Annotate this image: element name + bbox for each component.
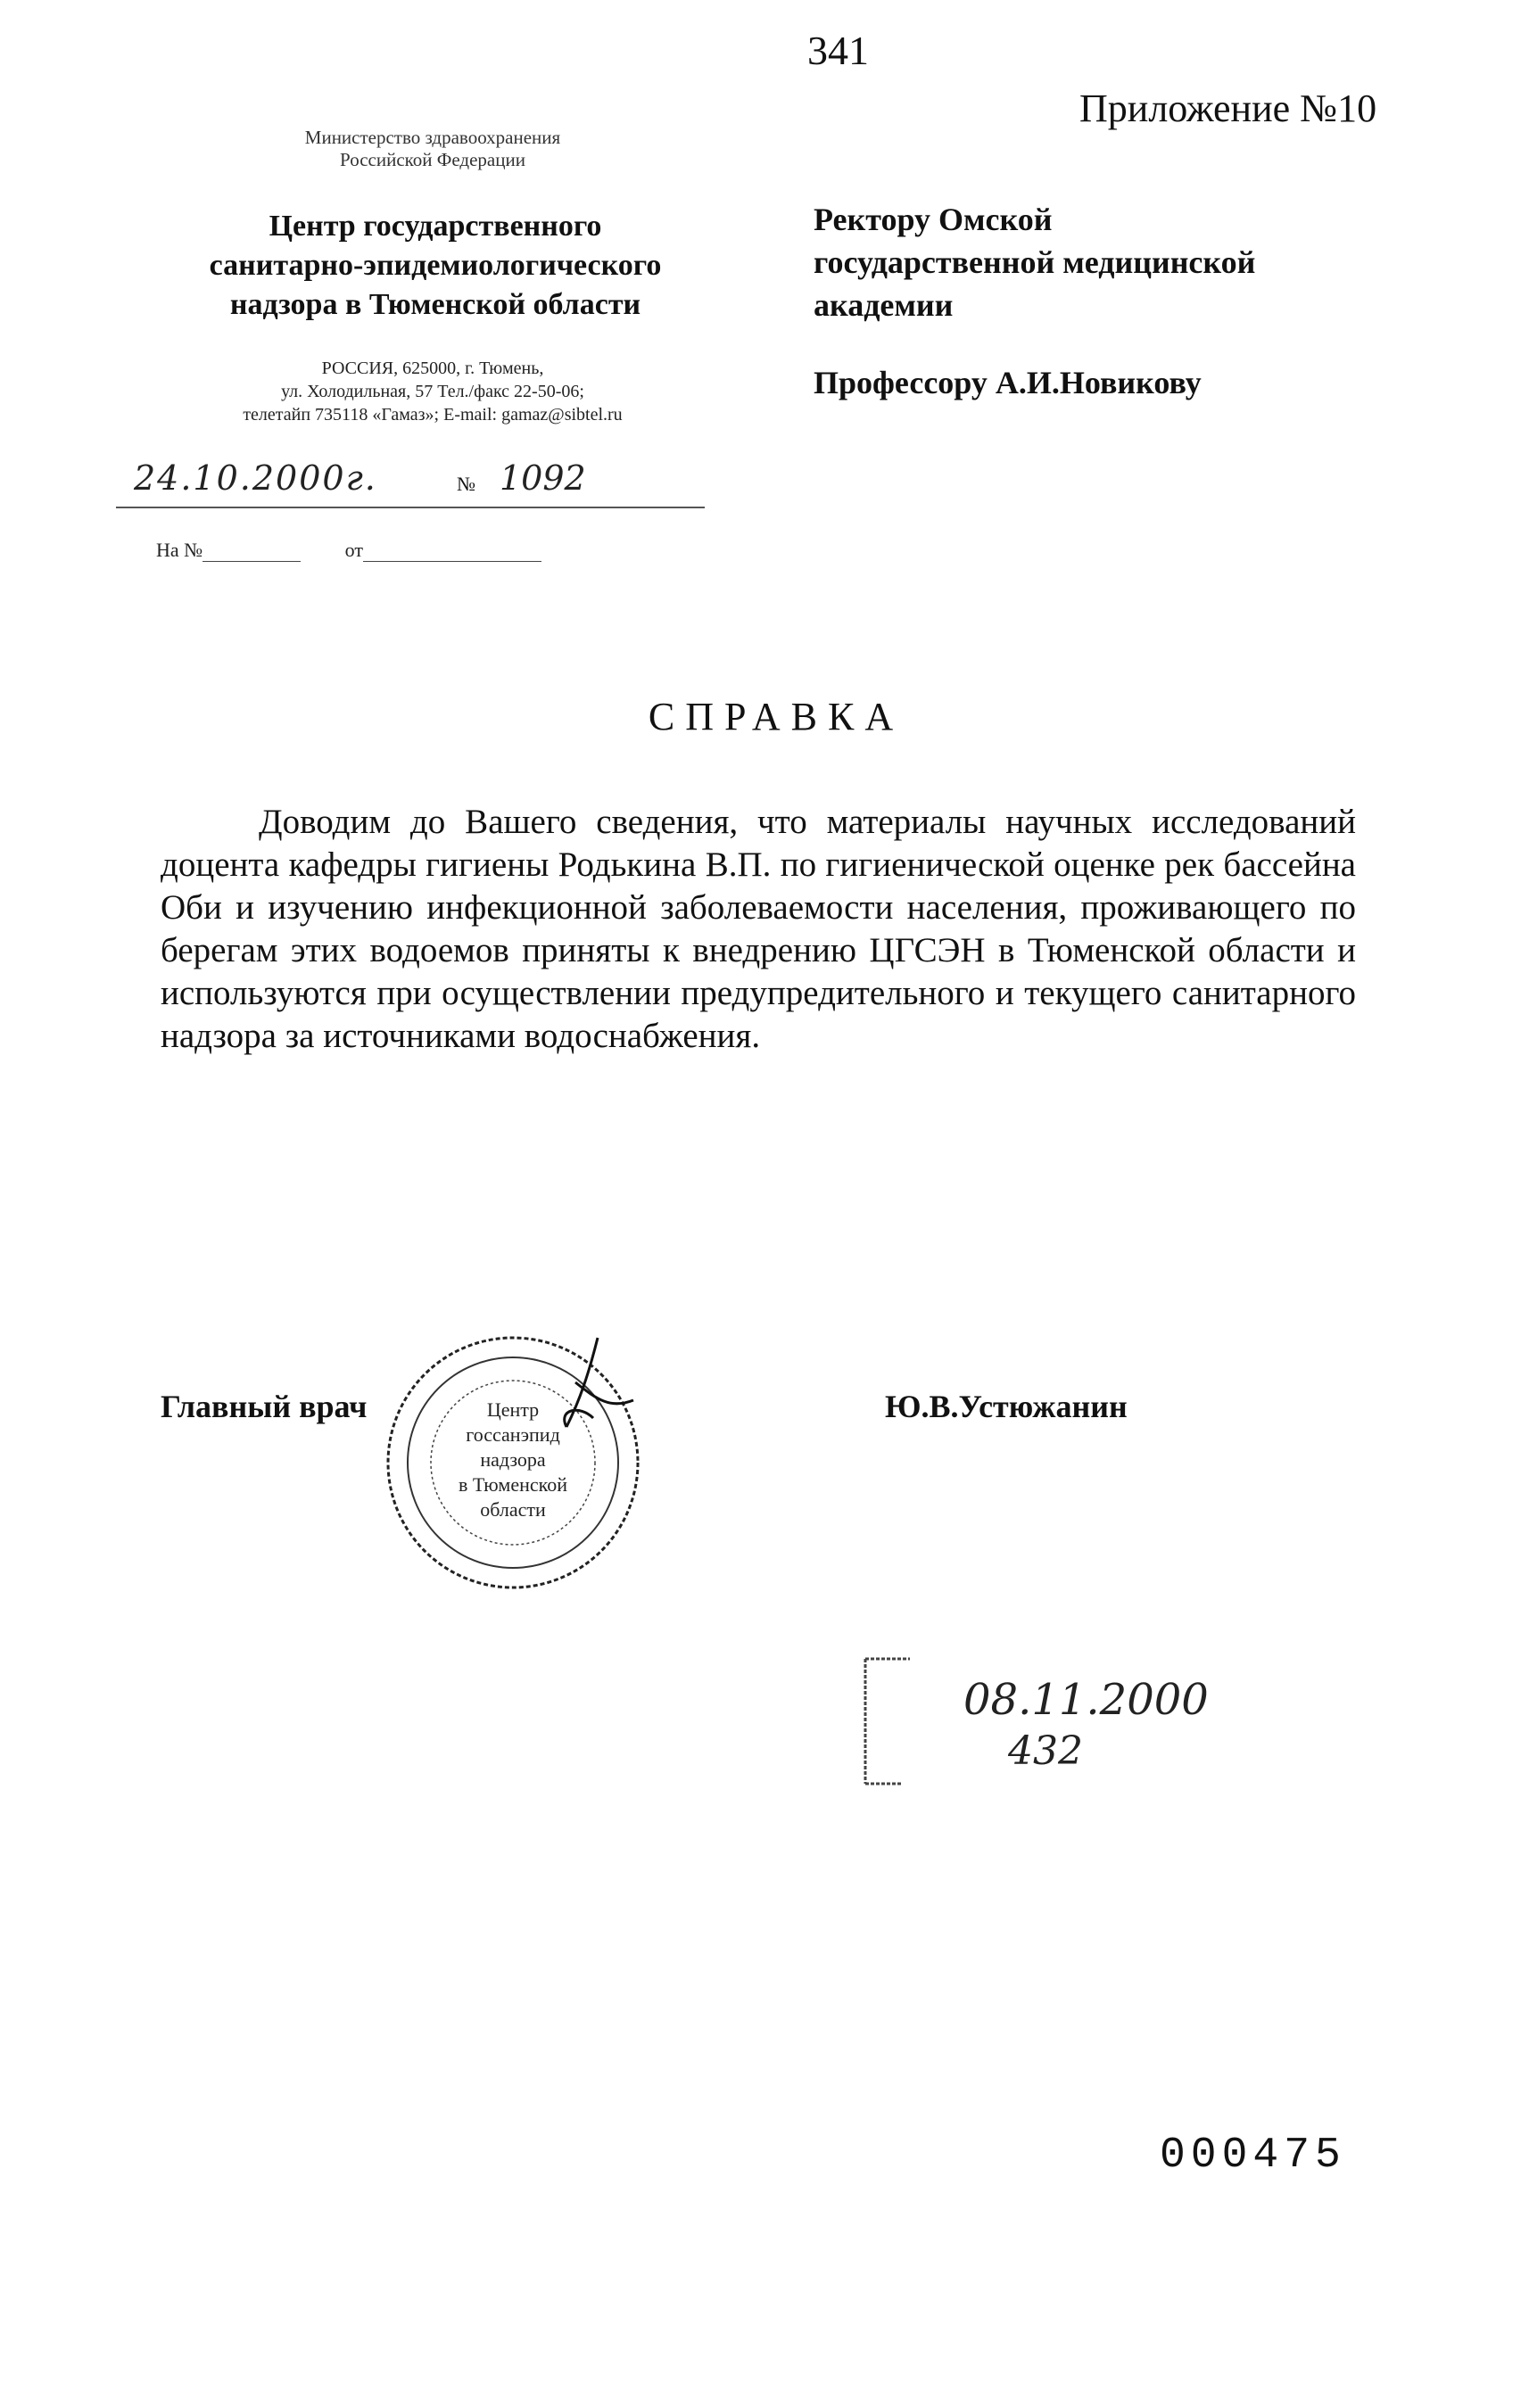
official-seal — [375, 1320, 651, 1596]
archive-number: 000475 — [1160, 2132, 1346, 2180]
incoming-number: 432 — [1008, 1728, 1083, 1774]
seal-text: госсанэпид — [466, 1423, 560, 1446]
reference-blank — [202, 543, 301, 562]
body-paragraph — [161, 801, 1356, 1058]
contact-line: РОССИЯ, 625000, г. Тюмень, — [321, 359, 544, 378]
seal-text: Центр — [486, 1398, 540, 1421]
seal-text: области — [480, 1498, 546, 1521]
reference-line — [156, 539, 566, 562]
reference-label: На № — [156, 539, 203, 561]
ministry-line: Российской Федерации — [340, 149, 525, 170]
signatory-title: Главный врач — [161, 1389, 368, 1424]
ministry-header — [223, 127, 642, 171]
registration-date: 24.10.2000г. — [134, 458, 377, 498]
document-title: СПРАВКА — [648, 695, 905, 738]
recipient-line: государственной медицинской — [814, 244, 1256, 280]
contact-line: телетайп 735118 «Гамаз»; E-mail: gamaz@sibtel.ru — [243, 405, 623, 425]
recipient-line: академии — [814, 287, 954, 323]
incoming-date: 08.11.2000 — [963, 1675, 1209, 1725]
organization-line: Центр государственного — [269, 210, 602, 243]
recipient-block — [814, 198, 1384, 326]
recipient-line: Ректору Омской — [814, 202, 1053, 237]
seal-text: надзора — [480, 1448, 546, 1471]
contact-line: ул. Холодильная, 57 Тел./факс 22-50-06; — [281, 382, 584, 401]
appendix-label: Приложение №10 — [1079, 87, 1377, 130]
page-number: 341 — [807, 28, 869, 73]
sender-contacts — [143, 357, 723, 426]
organization-line: санитарно-эпидемиологического — [209, 249, 662, 282]
organization-line: надзора в Тюменской области — [229, 288, 641, 321]
body-text: Доводим до Вашего сведения, что материалы научных исследований доцента кафедры гигиены Родькина В.П. по гигиенической оценке рек бассейна Оби и изучению инфекционной заболеваемости населения, проживающего по берегам этих водоемов приняты к внедрению ЦГСЭН в Тюменской области и используются при осуществлении предупредительного и текущего санитарного надзора за источниками водоснабжения. — [161, 803, 1356, 1055]
ministry-line: Министерство здравоохранения — [304, 127, 561, 148]
signatory-name: Ю.В.Устюжанин — [885, 1389, 1128, 1424]
incoming-registration-stamp — [856, 1650, 1267, 1793]
organization-name — [150, 207, 721, 325]
registration-number-label: № — [457, 473, 475, 495]
seal-text: в Тюменской — [459, 1473, 567, 1496]
recipient-name: Профессору А.И.Новикову — [814, 365, 1202, 400]
signature-scribble — [565, 1338, 633, 1427]
reference-from-label: от — [344, 539, 363, 561]
registration-number: 1092 — [500, 458, 586, 498]
reference-from-blank — [363, 543, 541, 562]
